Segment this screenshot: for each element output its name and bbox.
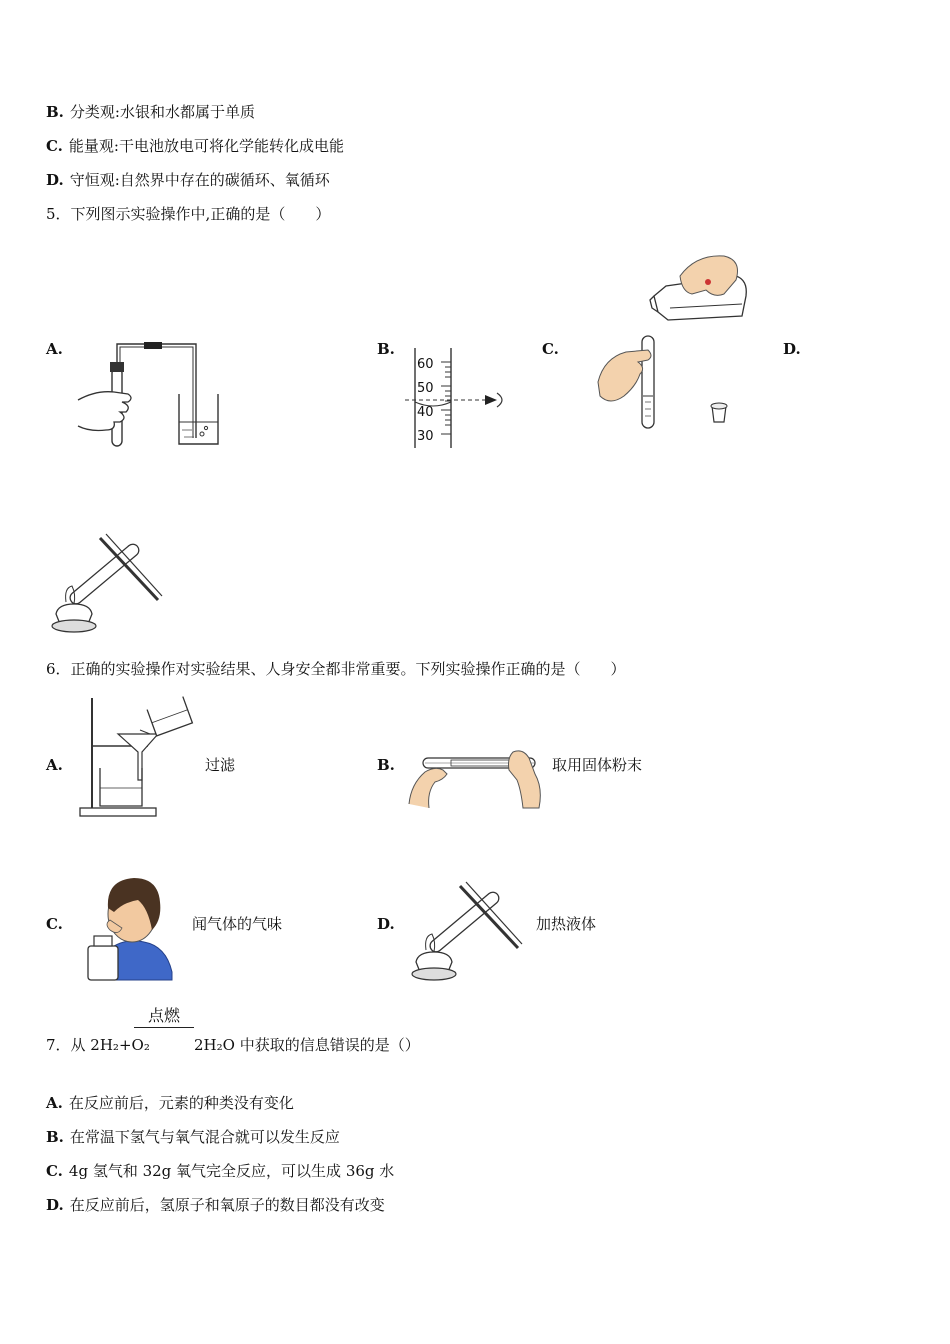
q6-stem: 6．正确的实验操作对实验结果、人身安全都非常重要。下列实验操作正确的是（ ）	[46, 660, 626, 678]
q6-figure-d	[404, 866, 524, 984]
reaction-condition: 点燃	[147, 1006, 180, 1025]
option-letter: C.	[46, 1162, 63, 1180]
q5-option-c-letter: C.	[542, 340, 559, 358]
q6-figure-b	[405, 744, 549, 814]
option-letter: D.	[46, 1196, 64, 1214]
q7-stem-suffix: 2H₂O 中获取的信息错误的是（）	[194, 1036, 420, 1054]
option-text: 能量观:干电池放电可将化学能转化成电能	[68, 137, 344, 155]
option-letter: B.	[46, 1128, 64, 1146]
q7-option-c	[46, 1161, 394, 1181]
option-text: 分类观:水银和水都属于单质	[69, 103, 255, 121]
q6-option-b-caption: 取用固体粉末	[552, 756, 643, 774]
q4-option-b	[46, 102, 255, 122]
q7-option-d	[46, 1195, 385, 1215]
scale-label: 50	[417, 381, 434, 396]
q4-option-d	[46, 170, 330, 190]
q6-option-d-letter: D.	[377, 915, 395, 933]
q6-option-b-letter: B.	[377, 756, 395, 774]
option-text: 4g 氢气和 32g 氧气完全反应，可以生成 36g 水	[68, 1162, 395, 1180]
q6-option-c-letter: C.	[46, 915, 63, 933]
q6-option-d-caption: 加热液体	[536, 915, 597, 933]
scale-label: 40	[417, 405, 434, 420]
q5-figure-c	[596, 246, 756, 434]
q5-option-b-letter: B.	[377, 340, 395, 358]
option-text: 在常温下氢气与氧气混合就可以发生反应	[69, 1128, 340, 1146]
q6-option-c-caption: 闻气体的气味	[192, 915, 283, 933]
q7-option-b	[46, 1127, 340, 1147]
option-letter: A.	[46, 1094, 63, 1112]
q5-option-a-letter: A.	[46, 340, 63, 358]
option-letter: C.	[46, 137, 63, 155]
option-letter: D.	[46, 171, 64, 189]
q7-option-a	[46, 1093, 294, 1113]
option-text: 在反应前后，元素的种类没有变化	[68, 1094, 294, 1112]
option-text: 在反应前后，氢原子和氧原子的数目都没有改变	[69, 1196, 385, 1214]
scale-label: 30	[417, 429, 434, 444]
q7-stem-prefix: 7．从 2H₂+O₂	[46, 1036, 150, 1054]
q4-option-c	[46, 136, 344, 156]
q6-figure-a	[78, 694, 196, 818]
scale-label: 60	[417, 357, 434, 372]
q5-option-d-letter: D.	[783, 340, 801, 358]
q5-stem: 5．下列图示实验操作中,正确的是（ ）	[46, 205, 331, 223]
q6-option-a-caption: 过滤	[205, 756, 236, 774]
q6-figure-c	[84, 872, 176, 982]
q6-option-a-letter: A.	[46, 756, 63, 774]
cylinder-scale	[417, 353, 443, 449]
option-letter: B.	[46, 103, 64, 121]
q5-figure-a	[76, 338, 226, 450]
option-text: 守恒观:自然界中存在的碳循环、氧循环	[69, 171, 330, 189]
reaction-arrow-line	[134, 1027, 194, 1028]
q5-figure-d	[44, 518, 164, 636]
